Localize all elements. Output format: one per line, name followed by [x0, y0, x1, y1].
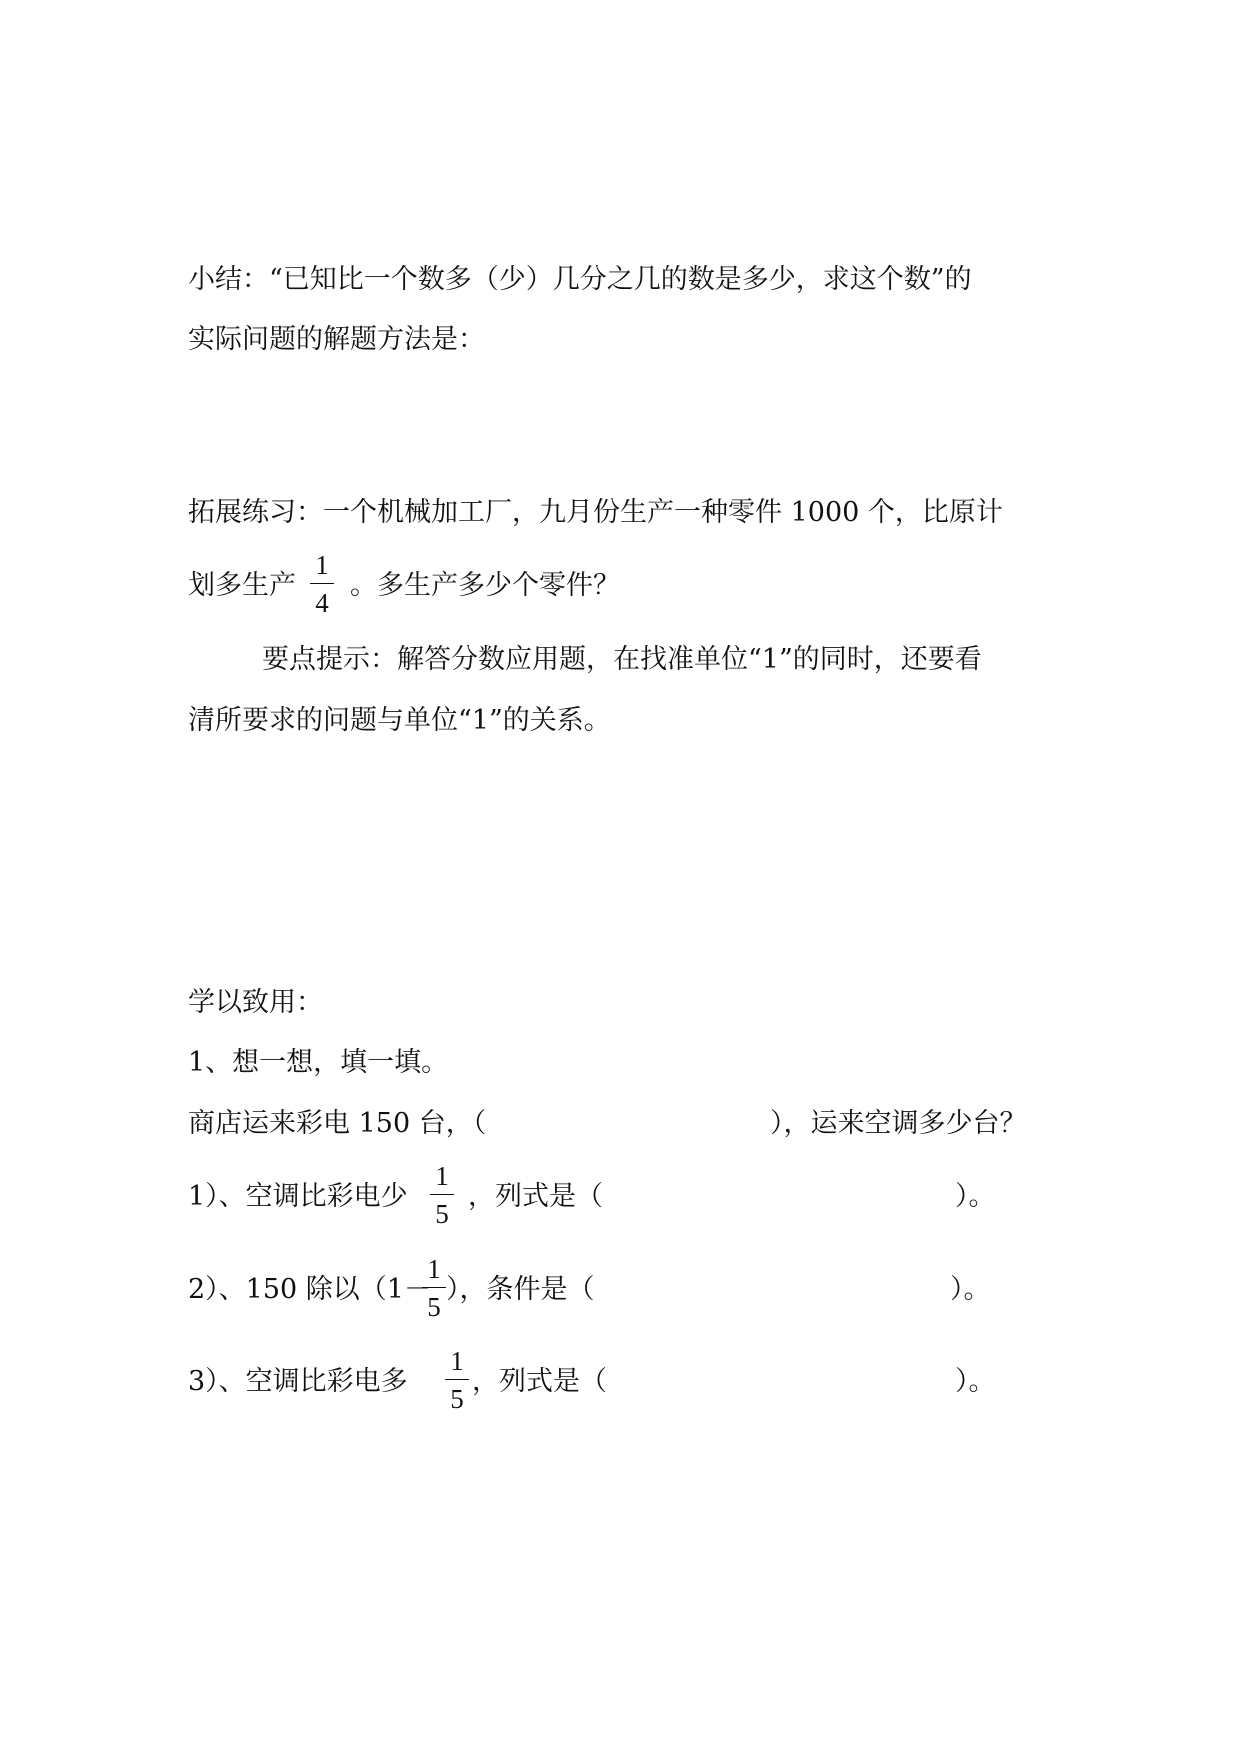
item-1-middle: ，列式是（ — [468, 1181, 603, 1212]
item-1-close: ）。 — [955, 1181, 996, 1212]
fraction-denominator: 5 — [450, 1384, 464, 1414]
extension-line-1: 拓展练习：一个机械加工厂，九月份生产一种零件 1000 个，比原计 — [188, 497, 1003, 528]
fraction-numerator: 1 — [435, 1161, 449, 1191]
fraction-bar — [430, 1194, 454, 1195]
item-1-fraction — [428, 1161, 456, 1229]
item-3-close: ）。 — [955, 1366, 996, 1397]
fraction-bar — [422, 1287, 446, 1288]
fraction-denominator: 5 — [435, 1199, 449, 1229]
summary-line-2: 实际问题的解题方法是： — [188, 324, 485, 355]
extension-fraction — [308, 550, 336, 618]
fraction-denominator: 5 — [427, 1292, 441, 1322]
item-3-prefix: 3）、空调比彩电多 — [188, 1366, 408, 1397]
apply-heading: 学以致用： — [188, 987, 323, 1018]
question-1-title: 1、想一想，填一填。 — [188, 1047, 449, 1078]
item-2-prefix: 2）、150 除以（1－ — [188, 1274, 431, 1305]
fraction-numerator: 1 — [315, 550, 329, 580]
item-3-middle: ，列式是（ — [472, 1366, 607, 1397]
fraction-numerator: 1 — [427, 1254, 441, 1284]
question-stem-before: 商店运来彩电 150 台，（ — [188, 1108, 487, 1139]
item-1-prefix: 1）、空调比彩电少 — [188, 1181, 408, 1212]
summary-line-1: 小结：“已知比一个数多（少）几分之几的数是多少，求这个数”的 — [188, 264, 972, 295]
fraction-denominator: 4 — [315, 588, 329, 618]
item-2-fraction — [420, 1254, 448, 1322]
tip-line-1: 要点提示：解答分数应用题，在找准单位“1”的同时，还要看 — [262, 644, 982, 675]
fraction-bar — [445, 1379, 469, 1380]
question-stem-after: ），运来空调多少台？ — [770, 1108, 1027, 1139]
item-2-close: ）。 — [950, 1274, 991, 1305]
item-2-middle: ），条件是（ — [446, 1274, 595, 1305]
tip-line-2: 清所要求的问题与单位“1”的关系。 — [188, 705, 611, 736]
extension-line-2-before: 划多生产 — [188, 570, 296, 601]
extension-line-2-after: 。多生产多少个零件？ — [350, 570, 620, 601]
fraction-bar — [310, 583, 334, 584]
item-3-fraction — [443, 1346, 471, 1414]
fraction-numerator: 1 — [450, 1346, 464, 1376]
